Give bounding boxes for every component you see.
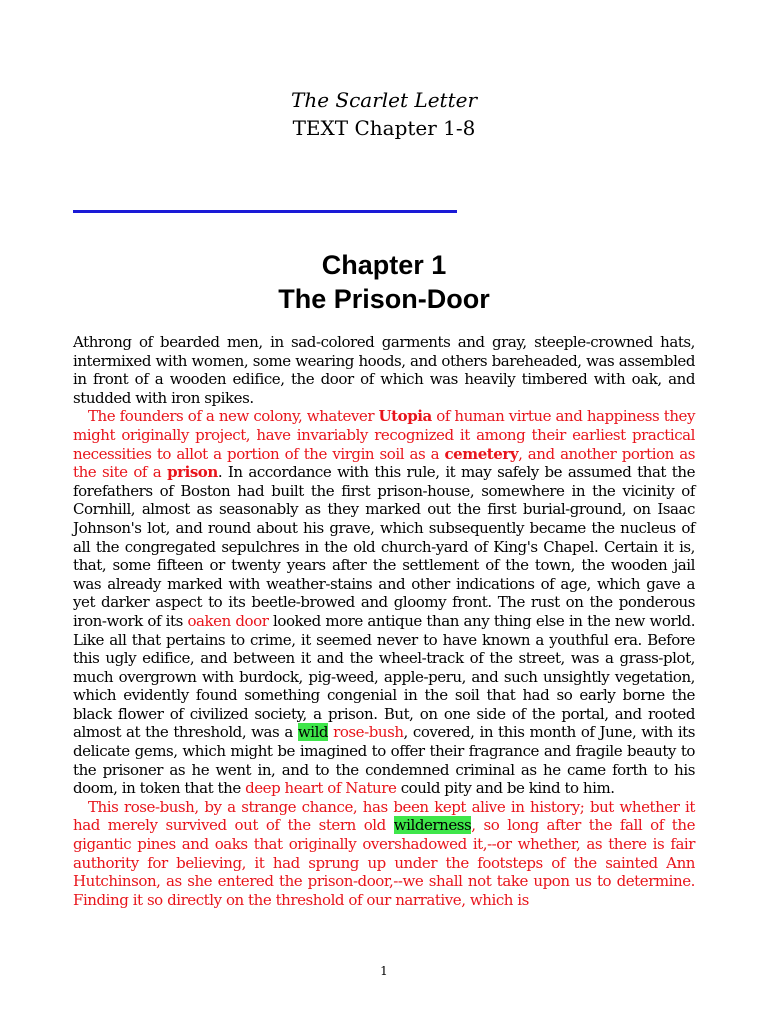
paragraph-2 bbox=[73, 407, 695, 797]
red-text-span: , so long after the fall of the gigantic pines and oaks that originally overshadowed it,--or whether, as there is fair authority for believing, it had sprung up under the footsteps of the sainted Ann Hutchinson, as she entered the prison-door,--we shall not take upon us to determine. Finding it so directly on the threshold of our narrative, which is bbox=[73, 816, 695, 909]
red-term-rose-bush: rose-bush bbox=[333, 723, 404, 742]
red-term-oaken-door: oaken door bbox=[187, 611, 269, 630]
document-subtitle: TEXT Chapter 1-8 bbox=[292, 116, 476, 140]
body-text bbox=[73, 333, 695, 909]
text-span: . In accordance with this rule, it may safely be assumed that the forefathers of Boston had built the first prison-house, somewhere in the vicinity of Cornhill, almost as seasonably as they marked out the first burial-ground, on Isaac Johnson's lot, and round about his grave, which subsequently became the nucleus of all the congregated sepulchres in the old church-yard of King's Chapel. Certain it is, that, some fifteen or twenty years after the settlement of the town, the wooden jail was already marked with weather-stains and other indications of age, which gave a yet darker aspect to its beetle-browed and gloomy front. The rust on the ponderous iron-work of its bbox=[73, 463, 695, 630]
chapter-title: The Prison-Door bbox=[278, 284, 490, 314]
paragraph-3 bbox=[73, 798, 695, 910]
red-text-span: The founders of a new colony, whatever bbox=[88, 407, 379, 426]
page-number: 1 bbox=[380, 964, 388, 978]
red-term-deep-heart-of-nature: deep heart of Nature bbox=[245, 779, 397, 798]
paragraph-1: Athrong of bearded men, in sad-colored garments and gray, steeple-crowned hats, intermixed with women, some wearing hoods, and others bareheaded, was assembled in front of a wooden edifice, the door of which was heavily timbered with oak, and studded with iron spikes. bbox=[73, 333, 695, 407]
bold-term-prison: prison bbox=[167, 463, 218, 482]
text-span: could pity and be kind to him. bbox=[396, 779, 615, 798]
highlighted-term-wilderness: wilderness bbox=[393, 816, 472, 835]
document-title: The Scarlet Letter bbox=[290, 88, 477, 112]
red-text-span: This rose-bush, by a strange chance, has been kept alive in history; but whether it had merely survived out of the stern old bbox=[73, 797, 695, 835]
highlighted-term-wild: wild bbox=[297, 723, 329, 742]
bold-term-cemetery: cemetery bbox=[444, 444, 519, 463]
red-text-span: of human virtue and happiness they might originally project, have invariably recognized it among their earliest practical necessities to allot a portion of the virgin soil as a bbox=[73, 407, 695, 463]
chapter-heading bbox=[0, 248, 768, 316]
bold-term-utopia: Utopia bbox=[378, 407, 432, 426]
text-span: looked more antique than any thing else in the new world. Like all that pertains to crime, it seemed never to have known a youthful era. Before this ugly edifice, and between it and the wheel-track of the street, was a grass-plot, much overgrown with burdock, pig-weed, apple-peru, and such unsightly vegetation, which evidently found something congenial in the soil that had so early borne the black flower of civilized society, a prison. But, on one side of the portal, and rooted almost at the threshold, was a bbox=[73, 611, 696, 742]
document-title-block bbox=[0, 86, 768, 142]
horizontal-rule bbox=[73, 210, 457, 213]
red-text-span: , and another portion as the site of a bbox=[73, 444, 695, 482]
text-span: , covered, in this month of June, with its delicate gems, which might be imagined to offer their fragrance and fragile beauty to the prisoner as he went in, and to the condemned criminal as he came forth to his doom, in token that the bbox=[73, 723, 695, 798]
chapter-number: Chapter 1 bbox=[321, 250, 447, 280]
